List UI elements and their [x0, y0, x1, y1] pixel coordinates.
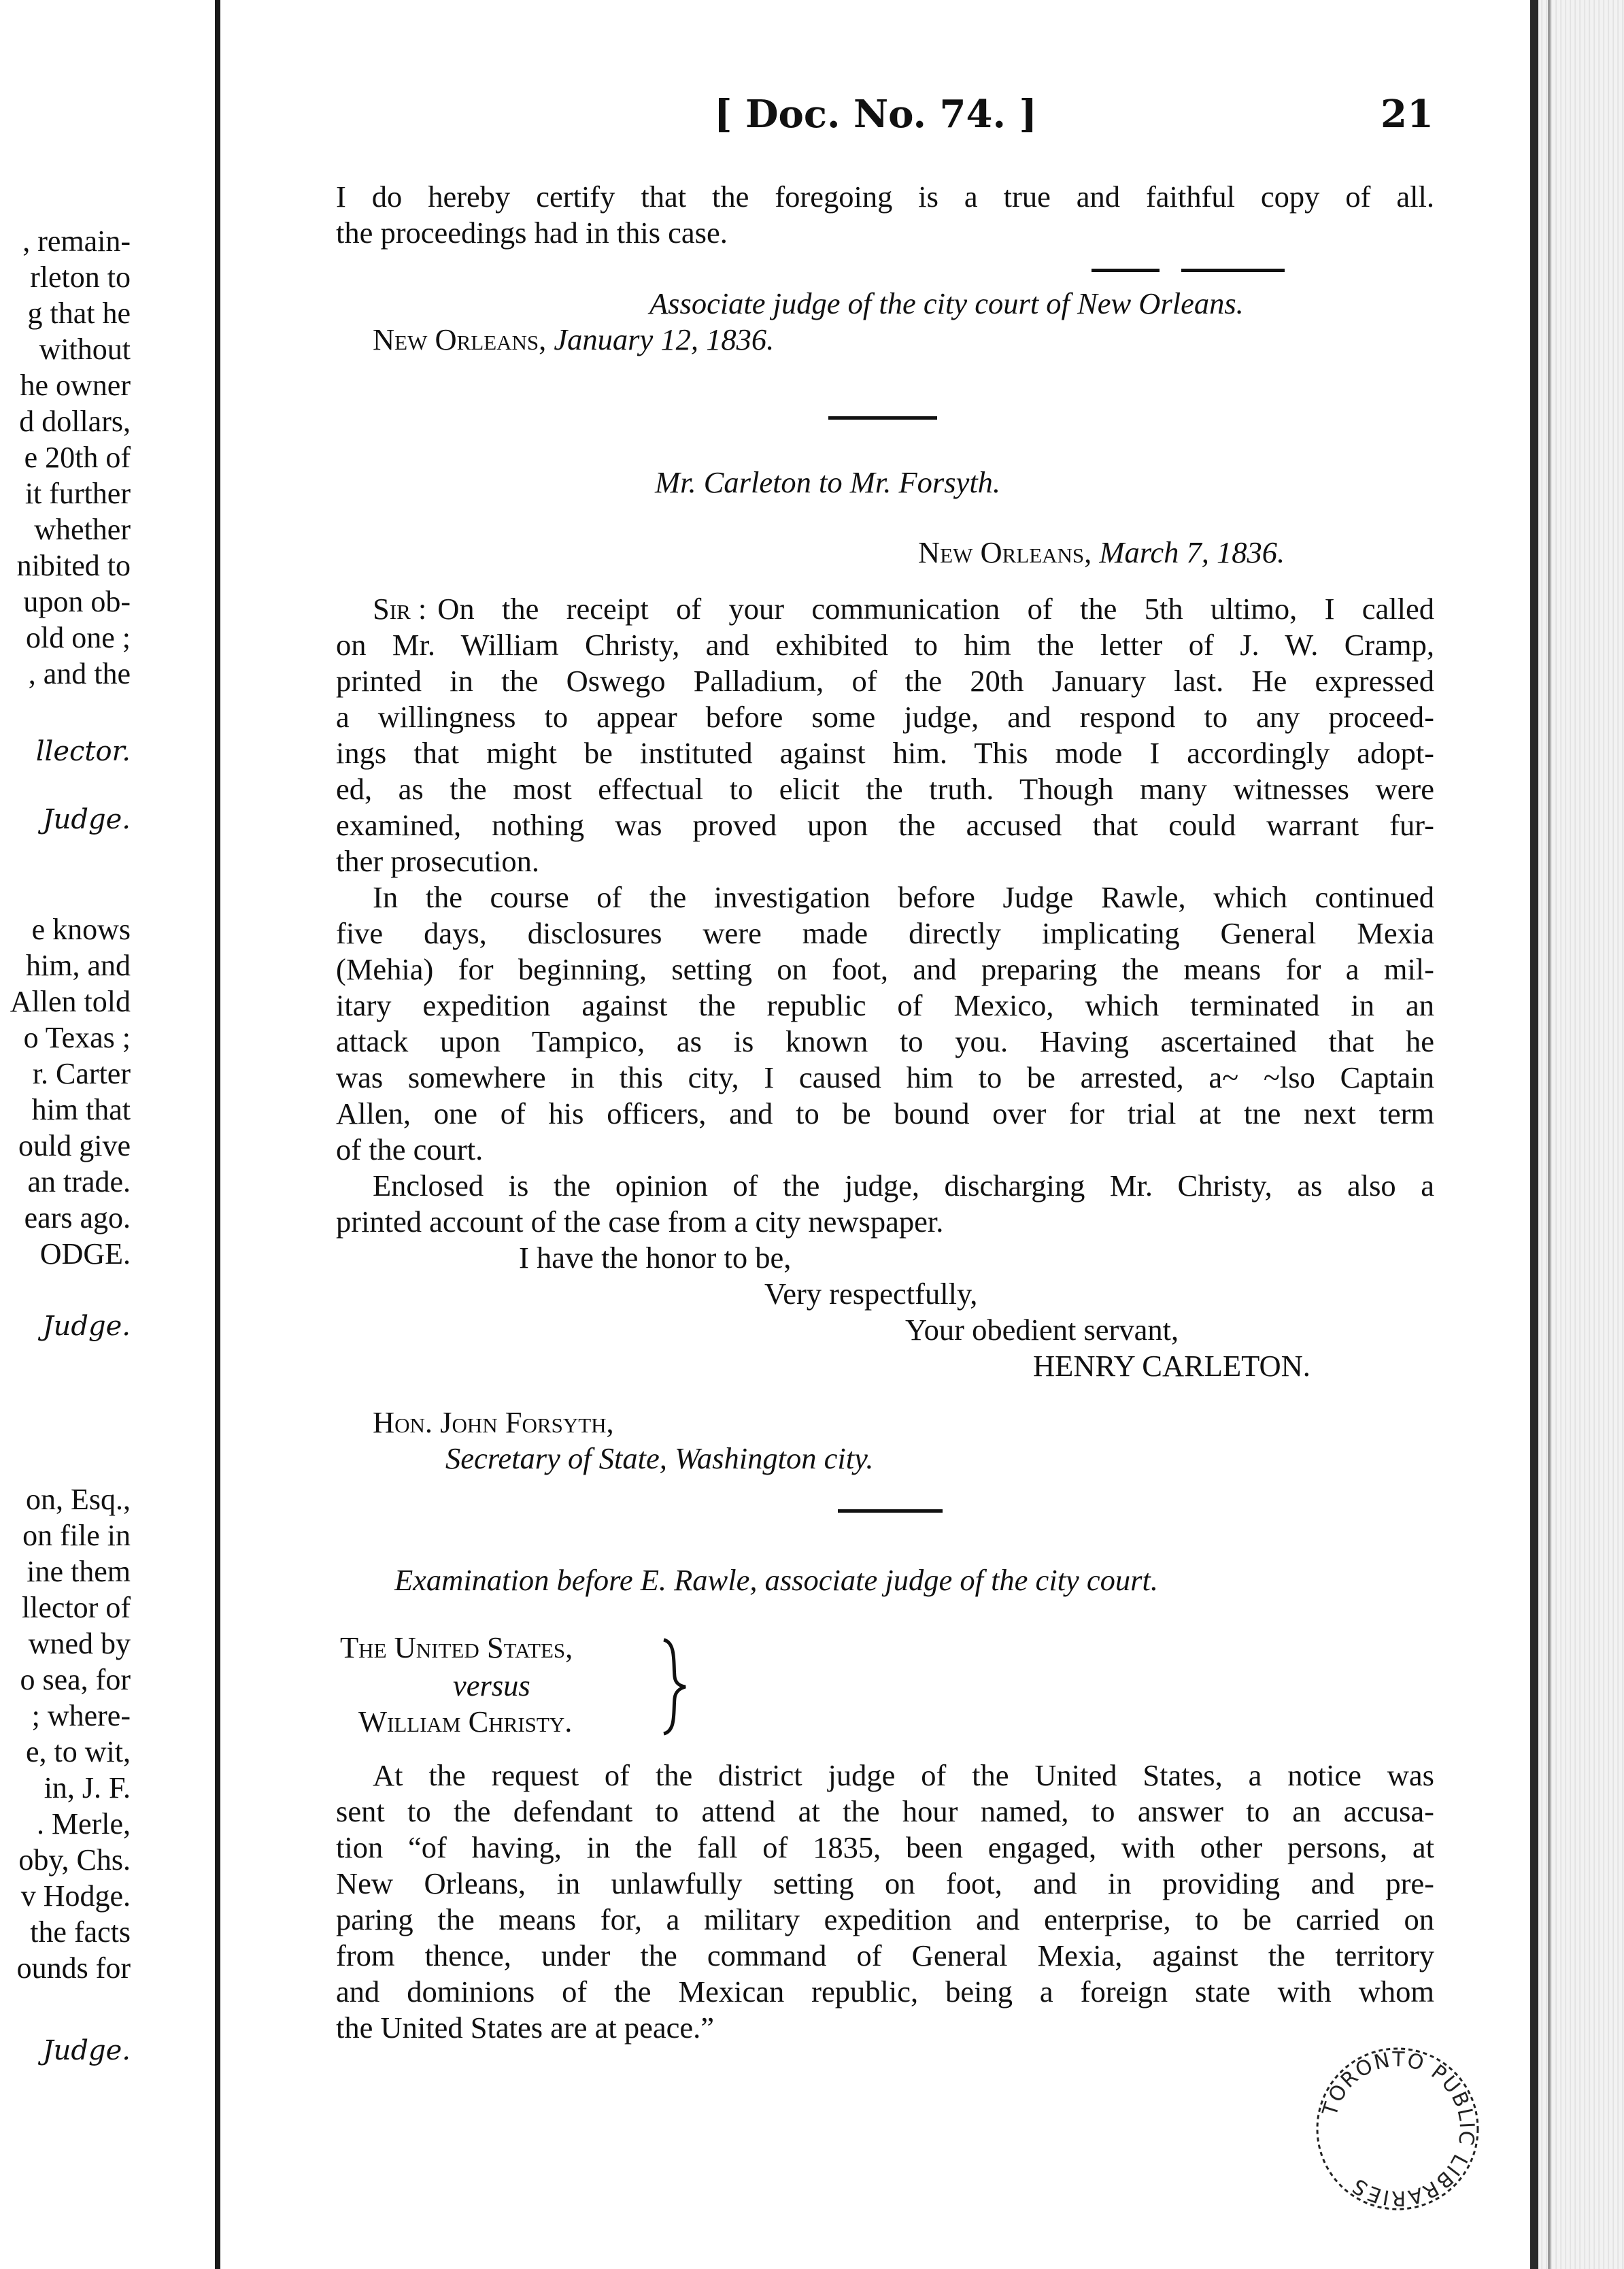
caption-brace-icon [658, 1636, 690, 1738]
closing-line: Very respectfully, [764, 1277, 978, 1311]
page-number: 21 [1381, 92, 1434, 137]
signature-title: Associate judge of the city court of New Orleans. [649, 286, 1244, 320]
paragraph-line: sent to the defendant to attend at the hour named, to answer to an accusa- [336, 1794, 1434, 1828]
closing-line: Your obedient servant, [905, 1313, 1179, 1347]
left-line: rleton to [30, 260, 131, 294]
signature-rule [1181, 269, 1285, 272]
paragraph-line: On the receipt of your communication of the 5th ultimo, I called [437, 592, 1434, 626]
letter-signature: HENRY CARLETON. [1033, 1349, 1310, 1383]
left-line: r. Carter [32, 1057, 131, 1090]
section-rule [838, 1509, 943, 1513]
left-line: e, to wit, [26, 1735, 131, 1768]
left-line: whether [34, 513, 131, 546]
paragraph-line: New Orleans, in unlawfully setting on foot, and in providing and pre- [336, 1866, 1434, 1900]
left-line: ounds for [16, 1951, 131, 1985]
addressee-title: Secretary of State, Washington city. [445, 1441, 874, 1475]
left-line: in, J. F. [44, 1771, 131, 1804]
paragraph-line: ther prosecution. [336, 844, 540, 878]
left-line: nibited to [16, 549, 131, 582]
left-line: llector of [21, 1591, 131, 1624]
left-line: upon ob- [23, 585, 131, 618]
caption-plaintiff-text: The United States, [340, 1630, 573, 1664]
left-line: ears ago. [24, 1201, 131, 1234]
case-caption-plaintiff [340, 1630, 573, 1666]
left-line: the facts [30, 1915, 131, 1949]
paragraph-line: ings that might be instituted against him. This mode I accordingly adopt- [336, 736, 1434, 770]
letter-first-line [373, 591, 1434, 627]
paragraph-line: At the request of the district judge of the United States, a notice was [373, 1758, 1434, 1792]
dateline-date: January 12, 1836. [554, 322, 775, 356]
left-line: wned by [28, 1627, 131, 1660]
examination-heading: Examination before E. Rawle, associate judge of the city court. [394, 1563, 1158, 1597]
left-line: old one ; [26, 621, 131, 654]
case-caption-versus: versus [453, 1668, 530, 1702]
certification-line: I do hereby certify that the foregoing is a true and faithful copy of all. [336, 180, 1434, 214]
letter-dateline [918, 535, 1285, 571]
left-line: v Hodge. [20, 1879, 131, 1913]
closing-line: I have the honor to be, [519, 1241, 792, 1275]
paragraph-line: attack upon Tampico, as is known to you. Having ascertained that he [336, 1024, 1434, 1058]
addressee-name: Hon. John Forsyth, [373, 1405, 614, 1439]
paragraph-line: printed in the Oswego Palladium, of the 20th January last. He expressed [336, 664, 1434, 698]
paragraph-line: Enclosed is the opinion of the judge, discharging Mr. Christy, as also a [373, 1169, 1434, 1203]
case-caption-defendant: William Christy. [358, 1704, 573, 1738]
certification-dateline [373, 322, 774, 358]
left-line: e knows [31, 913, 131, 946]
left-line: he owner [20, 369, 131, 402]
paragraph-line: examined, nothing was proved upon the accused that could warrant fur- [336, 808, 1434, 842]
left-line: him that [31, 1093, 131, 1126]
left-line: Judge. [42, 2035, 131, 2066]
paragraph-line: the United States are at peace.” [336, 2011, 714, 2045]
dateline-place: New Orleans, [373, 322, 547, 356]
paragraph-line: from thence, under the command of General Mexia, against the territory [336, 1938, 1434, 1972]
paragraph-line: a willingness to appear before some judge, and respond to any proceed- [336, 700, 1434, 734]
library-stamp [1313, 2044, 1483, 2214]
paragraph-line: tion “of having, in the fall of 1835, been engaged, with other persons, at [336, 1830, 1434, 1864]
paragraph-line: of the court. [336, 1132, 484, 1166]
stamp-text: TORONTO PUBLIC LIBRARIES [1318, 2047, 1479, 2211]
dateline-place: New Orleans, [918, 535, 1092, 569]
paragraph-line: (Mehia) for beginning, setting on foot, and preparing the means for a mil- [336, 952, 1434, 986]
left-line: , and the [28, 657, 131, 690]
signature-rule [1092, 269, 1160, 272]
left-line: d dollars, [19, 405, 131, 438]
left-line: g that he [27, 297, 131, 330]
left-line: oby, Chs. [18, 1843, 131, 1877]
left-line: him, and [26, 949, 131, 982]
left-line: it further [24, 477, 131, 510]
left-line: e 20th of [24, 441, 131, 474]
paragraph-line: itary expedition against the republic of Mexico, which terminated in an [336, 988, 1434, 1022]
left-line: Judge. [42, 804, 131, 835]
left-line: o sea, for [20, 1663, 131, 1696]
left-line: on file in [22, 1519, 131, 1552]
paragraph-line: ed, as the most effectual to elicit the truth. Though many witnesses were [336, 772, 1434, 806]
left-line: without [39, 333, 131, 366]
certification-line: the proceedings had in this case. [336, 216, 728, 250]
dateline-date: March 7, 1836. [1099, 535, 1285, 569]
section-rule [828, 416, 937, 420]
paragraph-line: and dominions of the Mexican republic, being a foreign state with whom [336, 1974, 1434, 2009]
left-line: , remain- [22, 224, 131, 258]
doc-number-header: [ Doc. No. 74. ] [714, 92, 1037, 137]
left-line: o Texas ; [23, 1021, 131, 1054]
left-line: llector. [35, 736, 131, 767]
left-line: Judge. [42, 1311, 131, 1342]
left-line: an trade. [27, 1165, 131, 1198]
salutation: Sir : [373, 592, 427, 626]
paragraph-line: on Mr. William Christy, and exhibited to him the letter of J. W. Cramp, [336, 628, 1434, 662]
left-line: . Merle, [36, 1807, 131, 1841]
left-line: on, Esq., [26, 1483, 131, 1516]
paragraph-line: printed account of the case from a city newspaper. [336, 1205, 944, 1239]
left-line: ould give [18, 1129, 131, 1162]
left-line: Allen told [10, 985, 131, 1018]
paragraph-line: was somewhere in this city, I caused him to be arrested, a~ ~lso Captain [336, 1060, 1434, 1094]
left-line: ine them [27, 1555, 131, 1588]
paragraph-line: five days, disclosures were made directly implicating General Mexia [336, 916, 1434, 950]
letter-heading: Mr. Carleton to Mr. Forsyth. [655, 465, 1001, 499]
left-line: ; where- [31, 1699, 131, 1732]
paragraph-line: paring the means for, a military expedition and enterprise, to be carried on [336, 1902, 1434, 1936]
paragraph-line: In the course of the investigation before Judge Rawle, which continued [373, 880, 1434, 914]
left-line: ODGE. [39, 1237, 131, 1271]
paragraph-line: Allen, one of his officers, and to be bound over for trial at tne next term [336, 1096, 1434, 1130]
